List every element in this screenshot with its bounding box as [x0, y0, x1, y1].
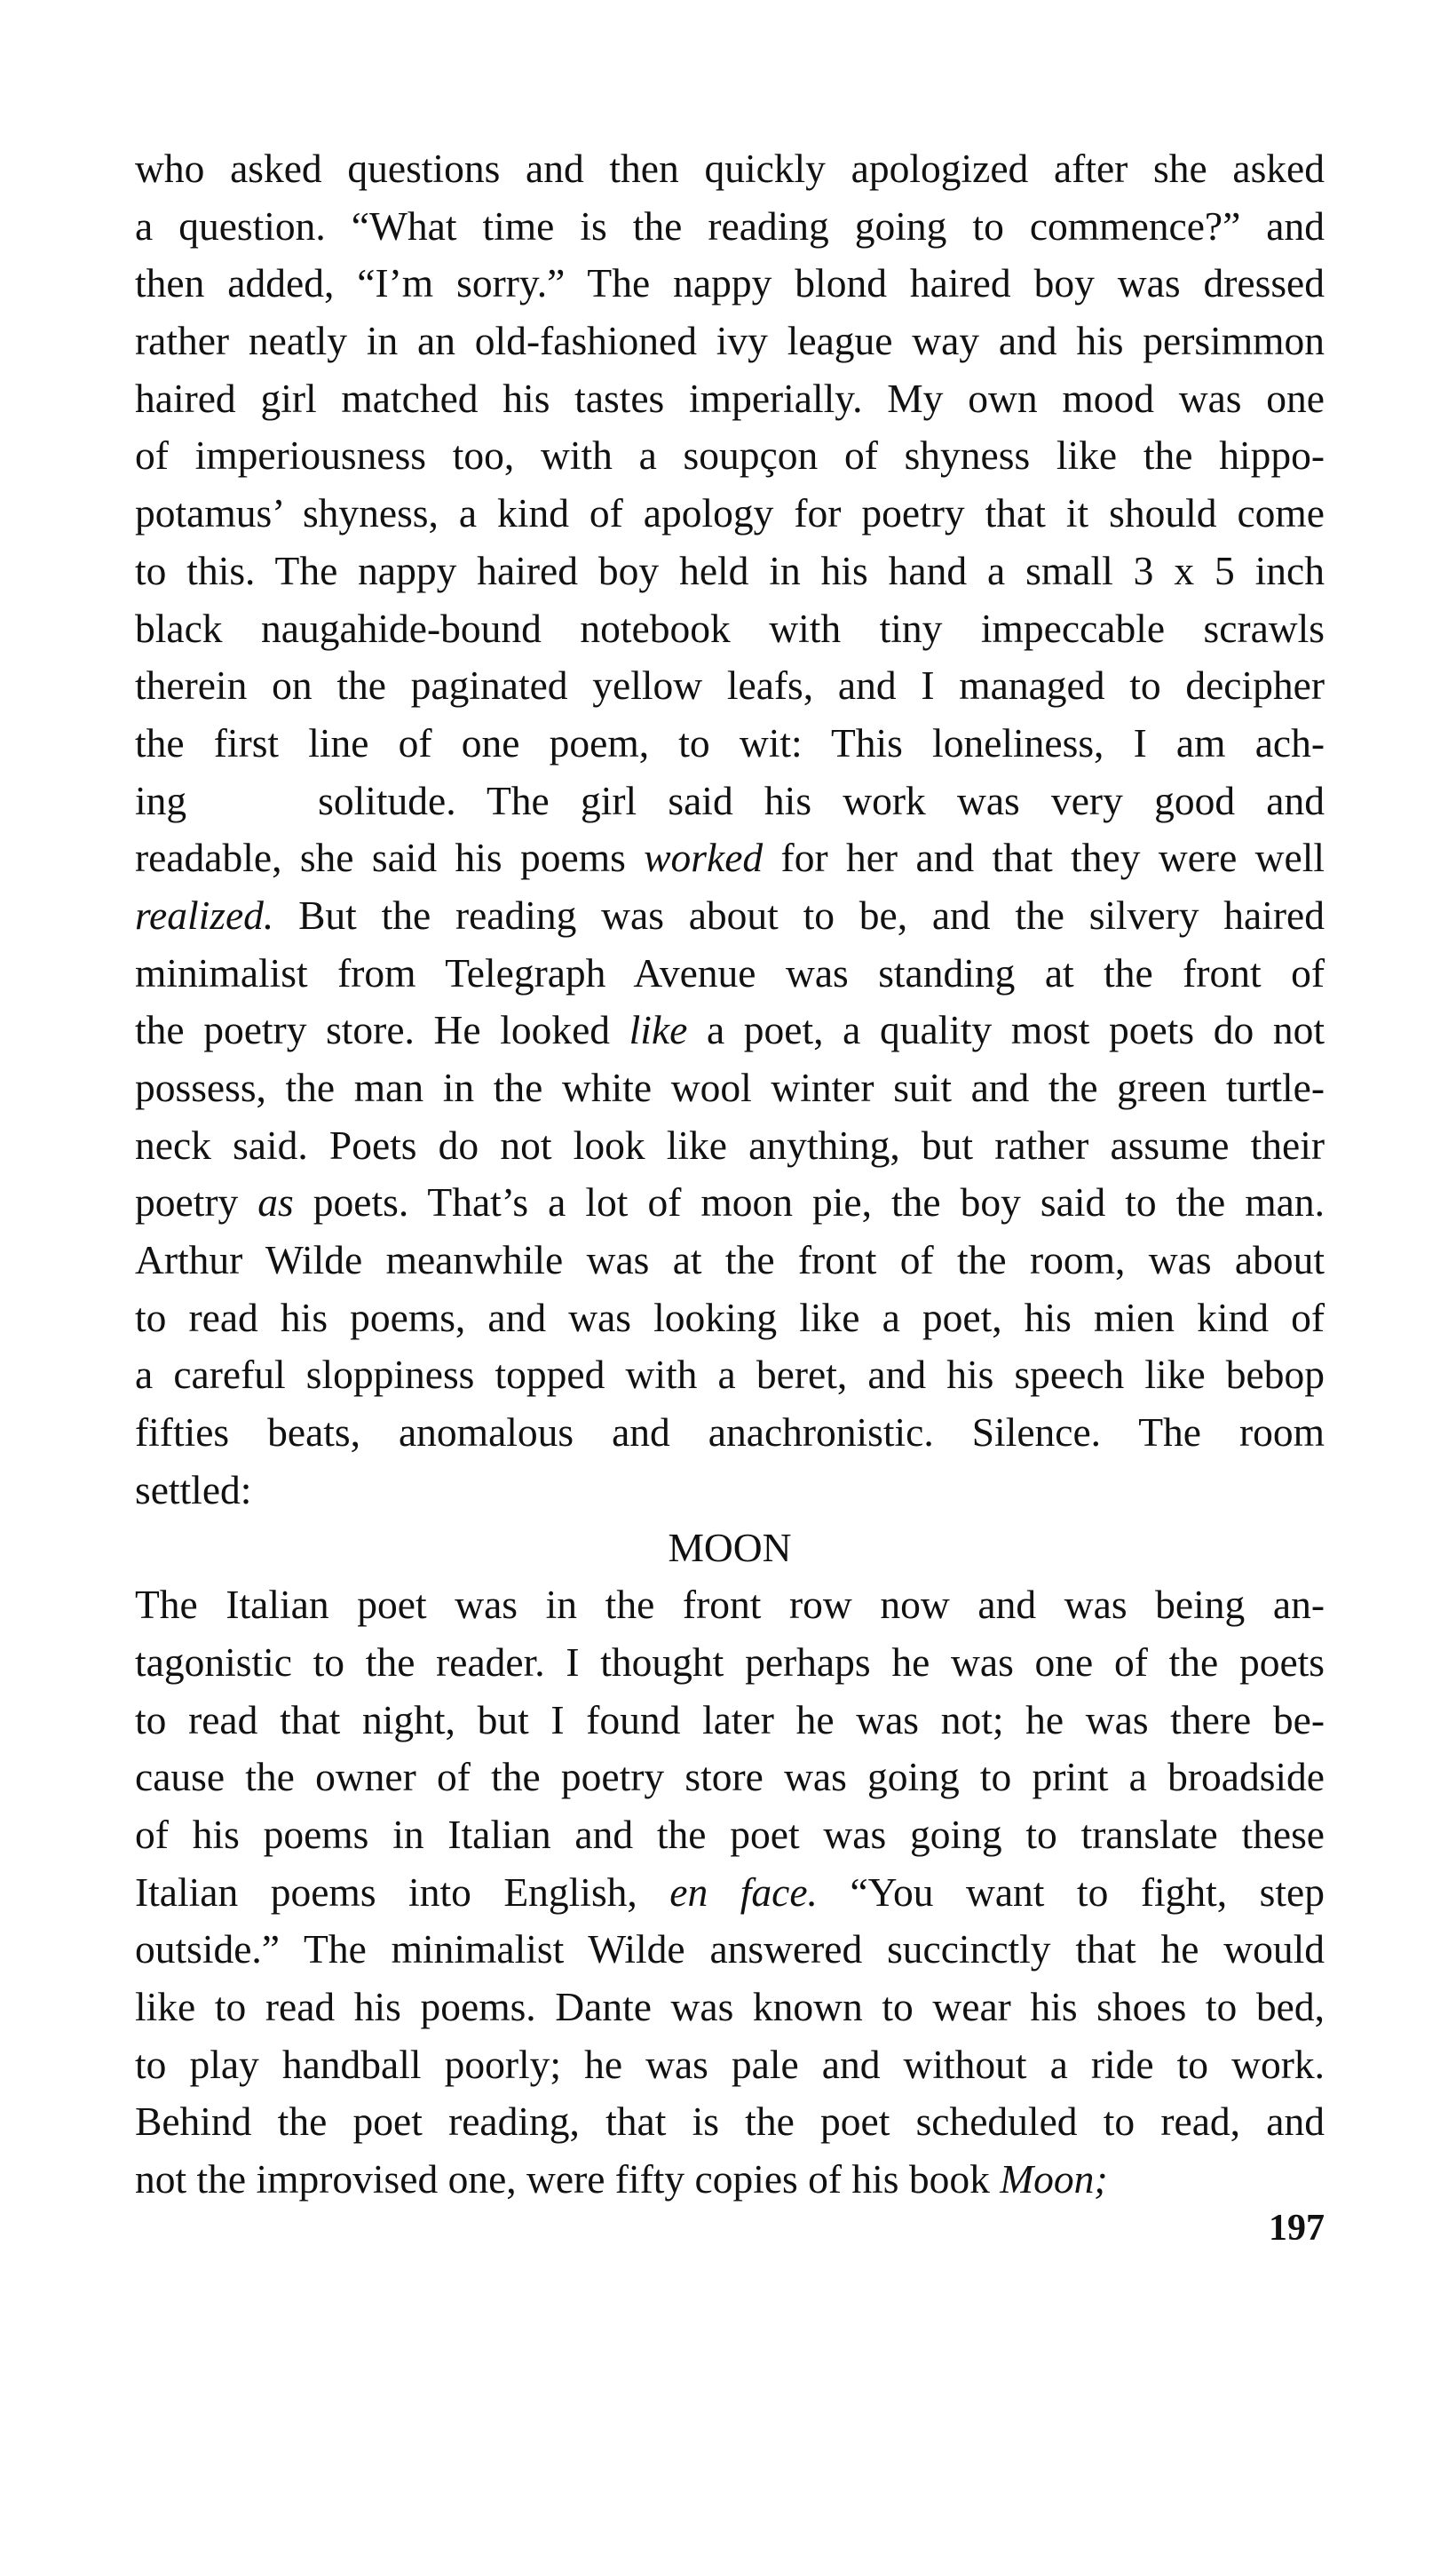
text-segment: to play handball poorly; he was pale and without a ride to work. [135, 2041, 1325, 2087]
body-text [135, 140, 1325, 2209]
text-line [135, 657, 1325, 715]
text-segment: like to read his poems. Dante was known to wear his shoes to bed, [135, 1984, 1325, 2029]
text-segment: potamus’ shyness, a kind of apology for poetry that it should come [135, 490, 1325, 536]
section-heading [135, 1520, 1325, 1577]
text-line [135, 829, 1325, 887]
text-segment: “You want to fight, step [817, 1869, 1325, 1915]
text-line [135, 1634, 1325, 1692]
text-segment: MOON [668, 1524, 792, 1570]
text-segment: poetry [135, 1179, 258, 1226]
text-segment: a question. “What time is the reading going to commence?” and [135, 202, 1325, 249]
text-line [135, 1979, 1325, 2036]
text-line [135, 543, 1325, 600]
text-segment: solitude. The girl said his work was very good and [318, 777, 1325, 823]
italic-text: en face. [669, 1869, 818, 1915]
text-line [135, 255, 1325, 313]
text-line [135, 198, 1325, 256]
text-segment: therein on the paginated yellow leafs, and I managed to decipher [135, 663, 1325, 709]
text-line [135, 945, 1325, 1003]
text-line [135, 1232, 1325, 1289]
text-segment: cause the owner of the poetry store was going to print a broadside [135, 1754, 1325, 1800]
text-segment: not the improvised one, were fifty copies of his book [135, 2156, 1001, 2202]
text-segment: tagonistic to the reader. I thought perhaps he was one of the poets [135, 1639, 1325, 1685]
text-segment: Arthur Wilde meanwhile was at the front of the room, was about [135, 1237, 1325, 1283]
text-segment: settled: [135, 1466, 252, 1512]
text-line [135, 1921, 1325, 1979]
italic-text: as [257, 1179, 294, 1226]
text-line [135, 1002, 1325, 1059]
text-line [135, 1059, 1325, 1117]
text-line [135, 887, 1325, 945]
text-line [135, 2036, 1325, 2094]
text-line [135, 773, 1325, 830]
italic-text: realized. [135, 892, 274, 938]
text-line [135, 715, 1325, 773]
text-segment: of imperiousness too, with a soupçon of shyness like the hippo- [135, 432, 1325, 479]
text-line [135, 1462, 1325, 1520]
page-number: 197 [1269, 2208, 1325, 2249]
text-segment: possess, the man in the white wool winter suit and the green turtle- [135, 1065, 1325, 1110]
text-segment: poets. That’s a lot of moon pie, the boy said to the man. [293, 1179, 1325, 1226]
text-segment: haired girl matched his tastes imperially. My own mood was one [135, 375, 1325, 421]
italic-text: Moon; [1000, 2156, 1108, 2202]
text-line [135, 2151, 1325, 2209]
text-segment: a careful sloppiness topped with a beret, and his speech like bebop [135, 1352, 1325, 1398]
text-segment: ing [135, 777, 187, 823]
text-segment: rather neatly in an old-fashioned ivy league way and his persimmon [135, 318, 1325, 364]
text-line [135, 1404, 1325, 1462]
text-line [135, 370, 1325, 428]
text-line [135, 1346, 1325, 1404]
text-line [135, 427, 1325, 485]
text-segment: the first line of one poem, to wit: This loneliness, I am ach- [135, 719, 1325, 766]
text-segment: outside.” The minimalist Wilde answered succinctly that he would [135, 1926, 1325, 1972]
text-segment: of his poems in Italian and the poet was going to translate these [135, 1811, 1325, 1857]
text-line [135, 2093, 1325, 2151]
text-line [135, 1576, 1325, 1634]
text-line [135, 140, 1325, 198]
text-segment: readable, she said his poems [135, 835, 645, 881]
text-segment: to read his poems, and was looking like a poet, his mien kind of [135, 1294, 1325, 1340]
text-segment: then added, “I’m sorry.” The nappy blond haired boy was dressed [135, 260, 1325, 306]
text-line [135, 600, 1325, 658]
text-segment: The Italian poet was in the front row now and was being an- [135, 1582, 1325, 1628]
text-line [135, 1174, 1325, 1232]
text-segment: Italian poems into English, [135, 1869, 670, 1915]
text-segment: neck said. Poets do not look like anything, but rather assume their [135, 1122, 1325, 1168]
text-segment: who asked questions and then quickly apologized after she asked [135, 146, 1325, 191]
text-segment: to this. The nappy haired boy held in his hand a small 3 x 5 inch [135, 547, 1325, 593]
text-line [135, 1117, 1325, 1175]
text-line [135, 1806, 1325, 1864]
text-line [135, 1289, 1325, 1347]
text-segment: fifties beats, anomalous and anachronistic. Silence. The room [135, 1409, 1325, 1456]
text-line [135, 1864, 1325, 1922]
italic-text: like [629, 1007, 688, 1053]
text-line [135, 1692, 1325, 1750]
text-segment: for her and that they were well [763, 835, 1325, 881]
text-segment: minimalist from Telegraph Avenue was standing at the front of [135, 949, 1325, 996]
text-segment: a poet, a quality most poets do not [687, 1007, 1325, 1053]
text-line [135, 1749, 1325, 1806]
text-segment: the poetry store. He looked [135, 1007, 629, 1053]
text-segment: to read that night, but I found later he was not; he was there be- [135, 1696, 1325, 1742]
italic-text: worked [644, 835, 764, 881]
text-line [135, 485, 1325, 543]
text-segment: But the reading was about to be, and the silvery haired [273, 892, 1325, 938]
text-segment: black naugahide-bound notebook with tiny impeccable scrawls [135, 605, 1325, 651]
text-line [135, 313, 1325, 370]
text-segment: Behind the poet reading, that is the poet scheduled to read, and [135, 2099, 1325, 2145]
